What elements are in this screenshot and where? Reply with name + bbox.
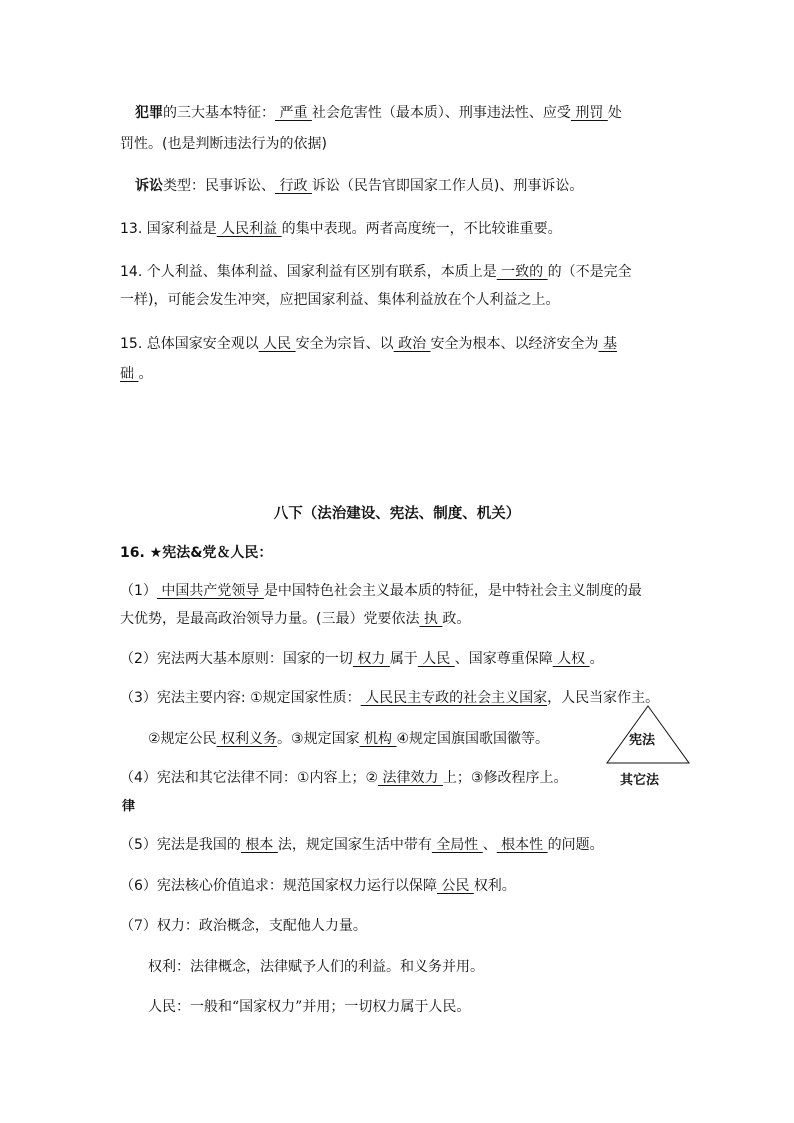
blank-answer: 行政: [275, 178, 312, 194]
blank-answer: 人民: [417, 651, 455, 667]
blank-answer: 人民利益: [216, 221, 282, 237]
p3-text: ，人民当家作主。: [547, 690, 660, 706]
lawsuit-text: 诉讼（民告官即国家工作人员)、刑事诉讼。: [311, 178, 584, 194]
p4-text: （4）宪法和其它法律不同：①内容上；②: [120, 770, 379, 786]
blank-answer: 全局性: [431, 837, 483, 853]
p3-text: （3）宪法主要内容: ①规定国家性质：: [120, 690, 361, 706]
crime-line-2: [120, 134, 327, 154]
p5-text: （5）宪法是我国的: [120, 837, 241, 853]
p1-text: （1）: [120, 583, 157, 599]
p1-text: 是中国特色社会主义最本质的特征，是中特社会主义制度的最: [263, 583, 642, 599]
crime-text: 社会危害性（最本质）、刑事违法性、应受: [311, 105, 571, 121]
p5-text: 、: [482, 837, 497, 853]
item15-text: 安全为宗旨、以: [295, 336, 394, 352]
section-title: 八下（法治建设、宪法、制度、机关）: [273, 506, 521, 522]
item-16-title: 16. ★宪法&党＆人民：: [120, 545, 273, 561]
blank-answer: 一致的: [496, 264, 548, 280]
item-16-p3: [120, 688, 659, 708]
item-16-p1-line-2: [120, 609, 470, 629]
item-16-p1-line-1: [120, 581, 642, 601]
item13-text: 13. 国家利益是: [120, 221, 217, 237]
blank-answer: 根本性: [496, 837, 548, 853]
item-15-line-1: [120, 334, 617, 354]
blank-answer: 执: [419, 611, 443, 627]
blank-answer: 基: [598, 336, 617, 352]
item14-text: 14. 个人利益、集体利益、国家利益有区别有联系，本质上是: [120, 264, 497, 280]
blank-answer: 法律效力: [378, 770, 443, 786]
item14-text: 的（不是完全: [547, 264, 632, 280]
item-15-line-2: [120, 364, 152, 384]
lawsuit-term: 诉讼: [135, 178, 163, 194]
item15-text: 。: [138, 366, 153, 382]
blank-answer: 机构: [359, 731, 397, 747]
p3b-text: 。③规定国家: [277, 731, 360, 747]
p2-text: （2）宪法两大基本原则：国家的一切: [120, 651, 353, 667]
p6-text: 权利。: [473, 878, 516, 894]
p3b-text: ④规定国旗国歌国徽等。: [396, 731, 550, 747]
blank-answer: 政治: [393, 336, 431, 352]
item-16-p6: [120, 876, 516, 896]
other-law-label-wrap: 律: [122, 799, 136, 814]
item-16-p7-line-3: 人民：一般和“国家权力”并用；一切权力属于人民。: [148, 999, 471, 1015]
crime-line-1: [135, 103, 622, 123]
p2-text: 属于: [389, 651, 418, 667]
item-16-p5: [120, 835, 604, 855]
other-law-label: 其它法: [620, 773, 660, 788]
blank-answer: 中国共产党领导: [156, 583, 264, 599]
item-14-line-2: [120, 290, 559, 310]
item-16-p7-line-2: 权利：法律概念，法律赋予人们的利益。和义务并用。: [148, 959, 484, 975]
blank-answer: 根本: [240, 837, 278, 853]
item15-text: 安全为根本、以经济安全为: [430, 336, 599, 352]
blank-answer: 刑罚: [570, 105, 608, 121]
p1-text: 政。: [442, 611, 471, 627]
triangle-label: 宪法: [629, 733, 656, 748]
item14-text: 一样)，可能会发生冲突，应把国家利益、集体利益放在个人利益之上。: [120, 292, 560, 308]
crime-term: 犯罪: [135, 105, 163, 121]
p5-text: 法，规定国家生活中带有: [277, 837, 432, 853]
p2-text: 、国家尊重保障: [454, 651, 553, 667]
blank-answer: 人民: [258, 336, 296, 352]
blank-answer: 人权: [552, 651, 590, 667]
crime-text: 处: [607, 105, 622, 121]
item15-text: 15. 总体国家安全观以: [120, 336, 259, 352]
item-16-p4: [120, 768, 567, 788]
blank-answer: 权利义务: [216, 731, 278, 747]
item13-text: 的集中表现。两者高度统一，不比较谁重要。: [281, 221, 562, 237]
item-13: [120, 219, 562, 239]
item-14-line-1: [120, 262, 632, 282]
item-16-p2: [120, 649, 604, 669]
blank-answer: 严重: [275, 105, 312, 121]
p1-text: 大优势，是最高政治领导力量。(三最）党要依法: [120, 611, 420, 627]
p3b-text: ②规定公民: [148, 731, 217, 747]
lawsuit-line: [135, 176, 583, 196]
blank-answer: 公民: [436, 878, 474, 894]
item-16-p7-line-1: （7）权力：政治概念，支配他人力量。: [120, 918, 367, 934]
crime-text: 的三大基本特征：: [163, 105, 275, 121]
item-16-p3b: [148, 729, 549, 749]
p4-text: 上；③修改程序上。: [442, 770, 568, 786]
blank-answer: 础: [120, 366, 139, 382]
blank-answer: 人民民主专政的社会主义国家: [360, 690, 548, 706]
p5-text: 的问题。: [547, 837, 604, 853]
p6-text: （6）宪法核心价值追求：规范国家权力运行以保障: [120, 878, 437, 894]
p2-text: 。: [589, 651, 604, 667]
lawsuit-text: 类型：民事诉讼、: [163, 178, 275, 194]
blank-answer: 权力: [352, 651, 390, 667]
crime-text: 罚性。(也是判断违法行为的依据): [120, 136, 327, 152]
